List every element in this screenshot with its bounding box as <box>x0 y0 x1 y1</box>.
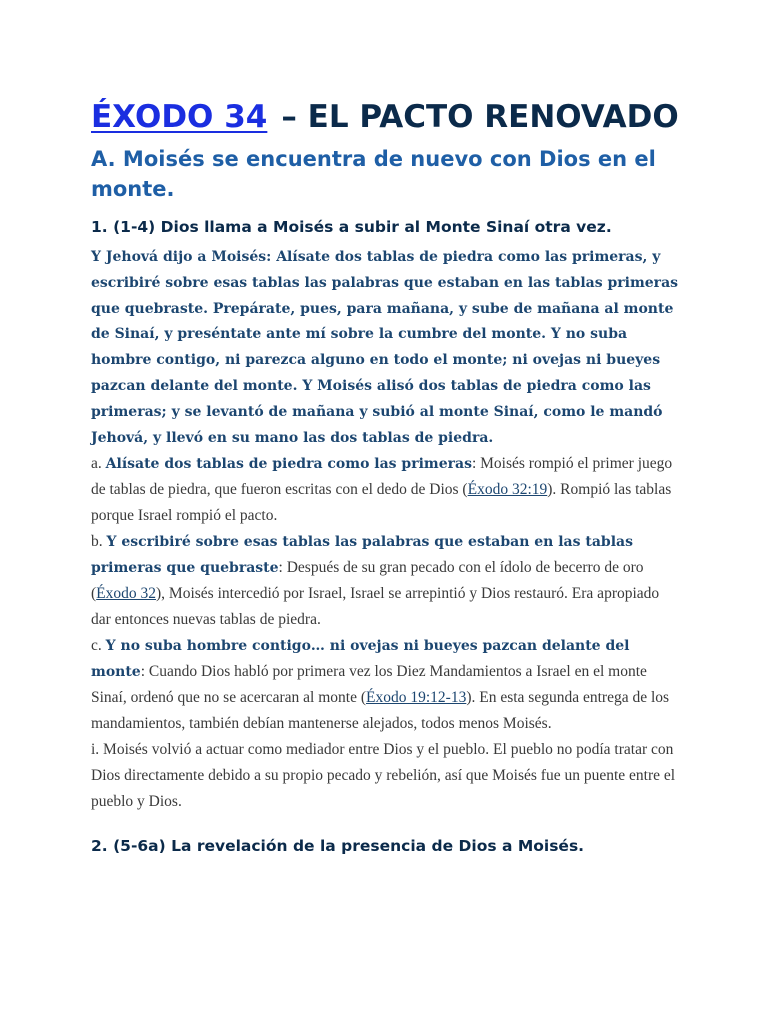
comment-c-prefix: c. <box>91 637 106 655</box>
comment-a <box>91 451 681 529</box>
point-heading-2: 2. (5-6a) La revelación de la presencia de Dios a Moisés. <box>91 837 585 856</box>
reference-link-exodo-19-12-13[interactable]: Éxodo 19:12-13 <box>366 689 467 707</box>
reference-link-exodo-32[interactable]: Éxodo 32 <box>96 585 157 603</box>
comment-b <box>91 529 681 633</box>
comment-i: i. Moisés volvió a actuar como mediador entre Dios y el pueblo. El pueblo no podía tratar con Dios directamente debido a su propio pecado y rebelión, así que Moisés fue un puente entre el pueblo y Dios. <box>91 741 676 811</box>
reference-link-exodo-32-19[interactable]: Éxodo 32:19 <box>467 481 548 499</box>
chapter-link[interactable]: ÉXODO 34 <box>91 99 268 135</box>
comment-a-text1: : Moisés rompió el primer juego de tablas de piedra, que fueron escritas con el dedo de Dios ( <box>91 455 673 499</box>
comment-a-text2: ). Rompió las tablas porque Israel rompió el pacto. <box>91 481 672 525</box>
point-heading-1: 1. (1-4) Dios llama a Moisés a subir al Monte Sinaí otra vez. <box>91 218 612 236</box>
comment-b-text2: ), Moisés intercedió por Israel, Israel se arrepintió y Dios restauró. Era apropiado dar entonces nuevas tablas de piedra. <box>91 585 660 629</box>
comment-a-prefix: a. <box>91 455 106 473</box>
comment-c-quote: Y no suba hombre contigo… ni ovejas ni bueyes pazcan delante del monte <box>91 638 630 681</box>
comment-b-text1: : Después de su gran pecado con el ídolo de becerro de oro ( <box>91 559 644 603</box>
comment-c-text2: ). En esta segunda entrega de los mandamientos, también debían mantenerse alejados, todos menos Moisés. <box>91 689 670 733</box>
document-page <box>91 96 681 857</box>
title-text: – EL PACTO RENOVADO <box>281 99 679 135</box>
comment-c-text1: : Cuando Dios habló por primera vez los Diez Mandamientos a Israel en el monte Sinaí, ordenó que no se acercaran al monte ( <box>91 663 647 707</box>
comment-b-prefix: b. <box>91 533 107 551</box>
comment-b-quote: Y escribiré sobre esas tablas las palabras que estaban en las tablas primeras que quebraste <box>91 534 633 577</box>
section-heading-a: A. Moisés se encuentra de nuevo con Dios en el monte. <box>91 147 656 201</box>
scripture-passage: Y Jehová dijo a Moisés: Alísate dos tablas de piedra como las primeras, y escribiré sobre esas tablas las palabras que estaban en las tablas primeras que quebraste. Prepárate, pues, para mañana, y sube de mañana al monte de Sinaí, y preséntate ante mí sobre la cumbre del monte. Y no suba hombre contigo, ni parezca alguno en todo el monte; ni ovejas ni bueyes pazcan delante del monte. Y Moisés alisó dos tablas de piedra como las primeras; y se levantó de mañana y subió al monte Sinaí, como le mandó Jehová, y llevó en su mano las dos tablas de piedra. <box>91 249 679 446</box>
comment-c <box>91 633 681 737</box>
page-title <box>91 96 681 138</box>
comment-a-quote: Alísate dos tablas de piedra como las primeras <box>105 456 472 473</box>
